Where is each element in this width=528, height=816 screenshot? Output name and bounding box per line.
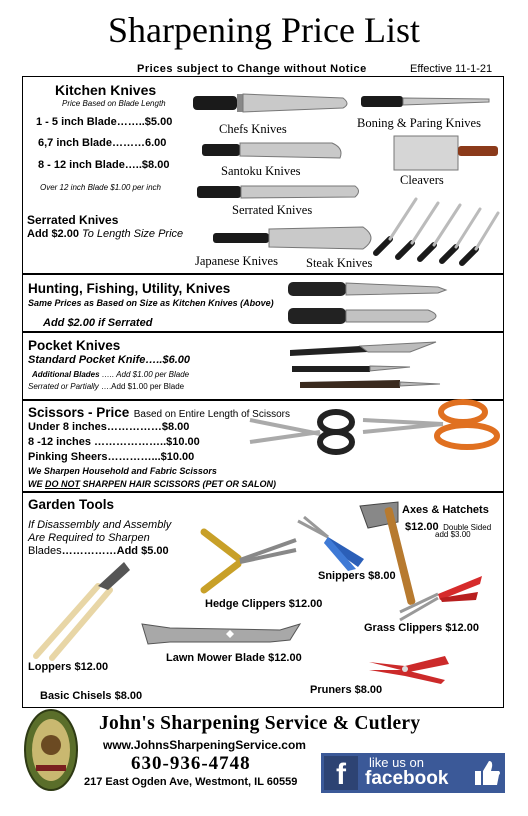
cleaver-icon [394,134,500,174]
garden-note-2: Are Required to Sharpen [28,532,150,544]
garden-heading: Garden Tools [28,497,115,512]
scissors-large-icon [363,400,503,450]
address: 217 East Ogden Ave, Westmont, IL 60559 [84,776,298,788]
scissors-no-hair: WE DO NOT SHARPEN HAIR SCISSORS (PET OR SALON) [28,479,277,489]
loppers-caption: Loppers $12.00 [28,661,109,673]
pocket-additional-label: Additional Blades [32,370,100,379]
garden-note-3-label: Blades [28,545,62,557]
loppers-icon [28,560,138,660]
grass-caption: Grass Clippers $12.00 [364,622,479,634]
scissors-household: We Sharpen Household and Fabric Scissors [28,466,217,476]
japanese-knife-icon [213,223,378,253]
pocket-knife-icon [290,340,442,396]
serrated-knife-icon [197,183,362,203]
hedge-caption: Hedge Clippers $12.00 [205,598,323,610]
business-name: John's Sharpening Service & Cutlery [99,713,421,734]
axes-add: add $3.00 [435,530,471,539]
hunting-heading: Hunting, Fishing, Utility, Knives [28,281,231,296]
pocket-standard: Standard Pocket Knife…..$6.00 [28,354,190,366]
hedge-clippers-icon [200,520,300,598]
serrated-add: Add $2.00 [27,228,79,240]
chefs-knives-caption: Chefs Knives [219,122,287,136]
lawn-mower-blade-icon [140,620,302,650]
axes-price: $12.00 [405,521,439,533]
shop-logo-icon [24,709,78,791]
boning-paring-caption: Boning & Paring Knives [357,116,481,130]
page-title: Sharpening Price List [108,10,420,50]
snippers-caption: Snippers $8.00 [318,570,396,582]
japanese-caption: Japanese Knives [195,254,278,268]
kitchen-row-2: 6,7 inch Blade………6.00 [38,137,167,149]
pocket-heading: Pocket Knives [28,338,121,353]
facebook-name: facebook [365,768,449,789]
website-link[interactable]: www.JohnsSharpeningService.com [103,738,306,752]
pruners-icon [365,652,451,684]
kitchen-over-12: Over 12 inch Blade $1.00 per inch [40,183,161,192]
phone-number[interactable]: 630-936-4748 [131,753,251,774]
scissors-heading: Scissors - Price [28,405,130,420]
kitchen-row-1: 1 - 5 inch Blade……..$5.00 [36,116,173,128]
hunting-serrated: Add $2.00 if Serrated [43,317,153,329]
scissors-heading-note: Based on Entire Length of Scissors [133,409,290,420]
pruners-caption: Pruners $8.00 [310,684,383,696]
boning-knife-icon [361,93,491,111]
axes-caption: Axes & Hatchets [402,504,489,516]
steak-caption: Steak Knives [306,256,373,270]
scissors-row-2: 8 -12 inches ………………..$10.00 [28,436,200,448]
facebook-f-icon: f [324,756,358,790]
cleavers-caption: Cleavers [400,173,444,187]
scissors-row-1: Under 8 inches……………$8.00 [28,421,190,433]
steak-knives-icon [372,195,502,267]
kitchen-price-note: Price Based on Blade Length [62,99,166,108]
grass-clippers-icon [398,572,484,622]
mower-caption: Lawn Mower Blade $12.00 [166,652,302,664]
santoku-knife-icon [202,140,347,164]
price-change-notice: Prices subject to Change without Notice [137,63,367,75]
axes-double: Double Sided [443,523,492,532]
serrated-caption: Serrated Knives [232,203,313,217]
scissors-row-3: Pinking Sheers…………...$10.00 [28,451,195,463]
kitchen-knives-heading: Kitchen Knives [55,82,157,98]
snippers-icon [298,517,370,571]
facebook-like-button[interactable] [321,753,505,793]
pocket-additional-price: ….. Add $1.00 per Blade [101,370,190,379]
scissors-small-icon [250,406,360,456]
facebook-like-text: like us on [369,755,424,770]
santoku-caption: Santoku Knives [221,164,301,178]
thumbs-up-icon [473,759,501,787]
kitchen-row-3: 8 - 12 inch Blade…..$8.00 [38,159,170,171]
effective-date: Effective 11-1-21 [410,63,493,75]
serrated-note: To Length Size Price [82,228,184,240]
pocket-serrated-label: Serrated or Partially [28,382,99,391]
chefs-knife-icon [193,92,353,120]
garden-note-1: If Disassembly and Assembly [28,519,172,531]
hunting-knife-icon [288,278,448,330]
chisels-caption: Basic Chisels $8.00 [40,690,143,702]
hunting-note: Same Prices as Based on Size as Kitchen Knives (Above) [28,298,274,308]
pocket-serrated-price: ….Add $1.00 per Blade [100,382,185,391]
garden-note-3-price: ……………Add $5.00 [61,545,169,557]
serrated-knives-heading: Serrated Knives [27,213,119,227]
